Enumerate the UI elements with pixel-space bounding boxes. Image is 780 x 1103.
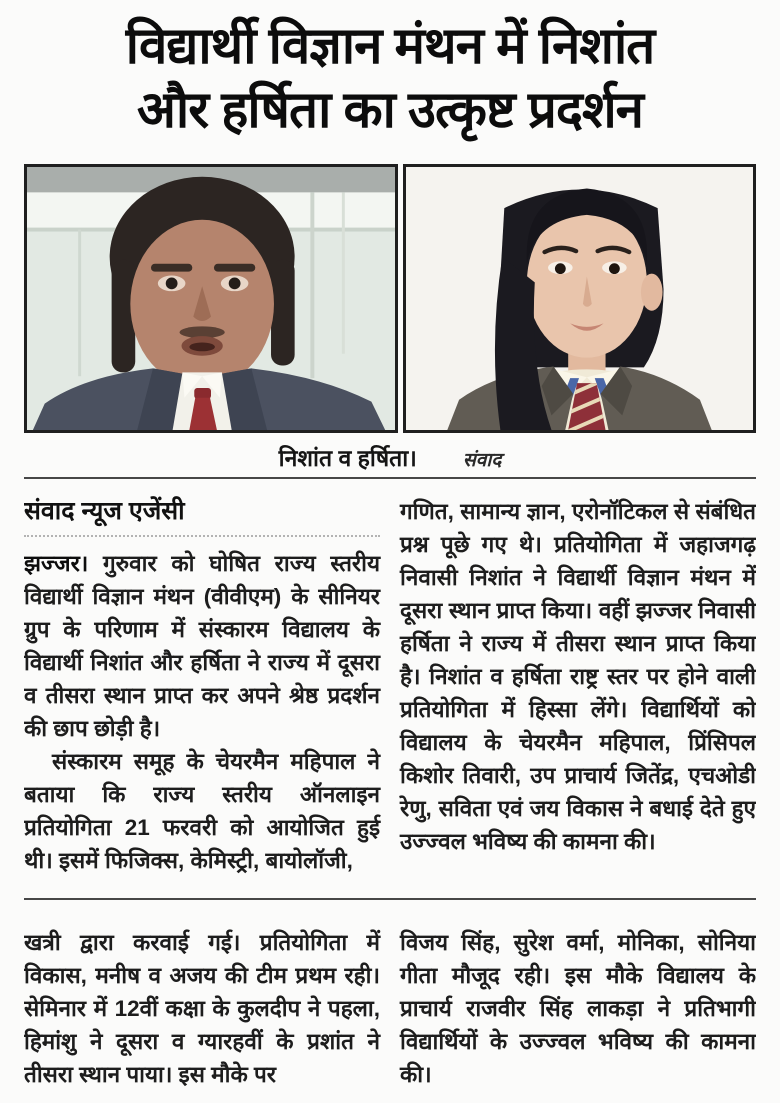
paragraph-2: संस्कारम समूह के चेयरमैन महिपाल ने बताया कि राज्य स्तरीय ऑनलाइन प्रतियोगिता 21 फरवरी को आयोजित हुई थी। इसमें फिजिक्स, केमिस्ट्री, बायोलॉजी, <box>24 749 380 873</box>
photo-caption <box>24 441 756 471</box>
bottom-paragraph-right: विजय सिंह, सुरेश वर्मा, मोनिका, सोनिया गीता मौजूद रही। इस मौके विद्यालय के प्राचार्य राजवीर सिंह लाकड़ा ने प्रतिभागी विद्यार्थियों के उज्ज्वल भविष्य की कामना की। <box>400 930 756 1087</box>
caption-credit: संवाद <box>462 450 502 471</box>
headline-line-1: विद्यार्थी विज्ञान मंथन में निशांत <box>125 17 655 74</box>
article-body <box>24 487 756 892</box>
bottom-article-body <box>24 920 756 1095</box>
paragraph-3: गणित, सामान्य ज्ञान, एरोनॉटिकल से संबंधित प्रश्न पूछे गए थे। प्रतियोगिता में जहाजगढ़ निवासी निशांत ने विद्यार्थी विज्ञान मंथन में दूसरा स्थान प्राप्त किया। वहीं झज्जर निवासी हर्षिता ने राज्य में तीसरा स्थान प्राप्त किया है। निशांत व हर्षिता राष्ट्र स्तर पर होने वाली प्रतियोगिता में हिस्सा लेंगे। विद्यार्थियों को विद्यालय के चेयरमैन महिपाल, प्रिंसिपल किशोर तिवारी, उप प्राचार्य जितेंद्र, एचओडी रेणु, सविता एवं जय विकास ने बधाई देते हुए उज्ज्वल भविष्य की कामना की। <box>400 499 756 854</box>
nishant-photo <box>24 164 398 433</box>
dateline: झज्जर। <box>24 551 89 576</box>
harshita-photo <box>403 164 756 433</box>
paragraph-1-text: गुरुवार को घोषित राज्य स्तरीय विद्यार्थी विज्ञान मंथन (वीवीएम) के सीनियर ग्रुप के परिणाम में संस्कारम विद्यालय के विद्यार्थी निशांत और हर्षिता ने राज्य में दूसरा व तीसरा स्थान प्राप्त कर अपने श्रेष्ठ प्रदर्शन की छाप छोड़ी है। <box>24 551 380 741</box>
caption-names: निशांत व हर्षिता। <box>278 445 417 471</box>
byline: संवाद न्यूज एजेंसी <box>24 497 185 525</box>
article-column-left <box>24 487 380 892</box>
bottom-column-right <box>400 920 756 1095</box>
article-headline <box>24 14 756 142</box>
harshita-portrait-illustration <box>406 167 753 430</box>
headline-line-2: और हर्षिता का उत्कृष्ट प्रदर्शन <box>137 81 643 138</box>
article-column-right <box>400 487 756 892</box>
bottom-paragraph-left: खत्री द्वारा करवाई गई। प्रतियोगिता में विकास, मनीष व अजय की टीम प्रथम रही। सेमिनार में 12वीं कक्षा के कुलदीप ने पहला, हिमांशु ने दूसरा व ग्यारहवीं के प्रशांत ने तीसरा स्थान पाया। इस मौके पर <box>24 930 380 1087</box>
divider-bottom <box>24 898 756 900</box>
nishant-portrait-illustration <box>27 167 395 430</box>
paragraph-1 <box>24 547 380 745</box>
divider-top <box>24 477 756 479</box>
bottom-column-left <box>24 920 380 1095</box>
byline-divider <box>24 535 380 537</box>
photo-row <box>24 164 756 433</box>
